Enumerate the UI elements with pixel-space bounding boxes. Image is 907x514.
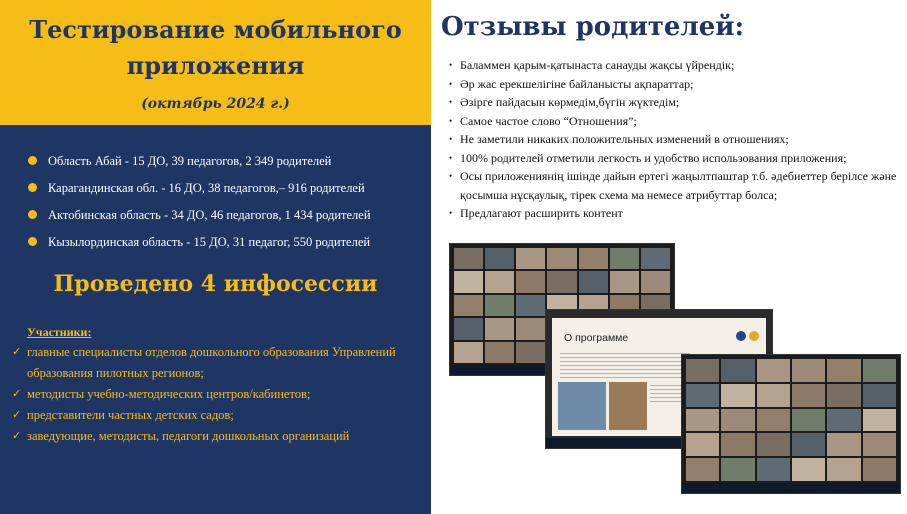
video-tile [792,359,825,382]
check-icon: ✓ [12,409,22,421]
check-icon: ✓ [12,346,22,358]
participants-title: Участники: [27,325,92,339]
region-list [28,147,371,255]
region-item [28,174,371,201]
feedback-text: Әр жас ерекшелігіне байланысты ақпараттар; [460,76,694,91]
participant-text: заведующие, методисты, педагоги дошкольных организаций [27,429,350,443]
check-icon: ✓ [12,388,22,400]
video-tile [641,271,670,292]
video-tile [547,248,576,269]
region-text: Карагандинская обл. - 16 ДО, 38 педагогов,– 916 родителей [48,180,365,195]
video-tile [610,248,639,269]
participant-item [12,342,422,384]
video-tile [686,409,719,432]
bullet-icon: • [449,115,453,126]
video-tile [827,433,860,456]
video-tile [454,342,483,363]
region-text: Кызылординская область - 15 ДО, 31 педагог, 550 родителей [48,234,371,249]
taskbar [682,483,900,493]
video-tile [454,318,483,339]
video-tile [757,433,790,456]
feedback-text: Баламмен қарым-қатынаста санауды жақсы үйрендік; [460,58,735,72]
feedback-item [449,75,899,94]
feedback-item [449,204,899,223]
video-tile [516,342,545,363]
participants-list [12,342,422,447]
video-tile [516,248,545,269]
feedback-item [449,93,899,112]
date-subtitle: (октябрь 2024 г.) [141,96,290,112]
video-tile [827,359,860,382]
bullet-icon: • [449,60,453,70]
bullet-icon [28,156,37,165]
video-tile [792,384,825,407]
video-tile [516,318,545,339]
participant-item [12,384,422,405]
feedback-list [449,56,899,223]
bullet-icon: • [449,97,453,107]
region-item [28,201,371,228]
feedback-text: Осы приложениянің ішінде дайын ертегі жаңылтпаштар т.б. әдебиеттер берілсе және қосымша нұсқаулық, тірек схема ма немесе атрибуттар болса; [460,169,897,202]
bullet-icon [28,237,37,246]
bullet-icon: • [449,152,453,163]
feedback-text: 100% родителей отметили легкость и удобство использования приложения; [460,150,847,165]
video-tile [485,342,514,363]
title-panel [0,0,431,125]
video-tile [485,318,514,339]
bullet-icon: • [449,171,453,181]
video-tile [792,458,825,481]
region-text: Область Абай - 15 ДО, 39 педагогов, 2 349 родителей [48,153,332,168]
feedback-title: Отзывы родителей: [441,12,745,42]
video-call-screenshot-2 [681,354,901,494]
slide-photo [609,382,647,430]
video-tile [485,248,514,269]
feedback-text: Не заметили никаких положительных изменений в отношениях; [460,132,789,146]
video-tile [721,458,754,481]
feedback-item [449,56,899,75]
info-panel [0,125,431,514]
page-title: Тестирование мобильного приложения [29,15,402,80]
video-tile [757,458,790,481]
video-tile [863,433,896,456]
feedback-item [449,167,899,204]
video-tile [454,271,483,292]
feedback-text: Самое частое слово “Отношения”; [460,113,637,128]
bullet-icon: • [449,134,453,144]
video-tile [579,271,608,292]
video-tile [827,384,860,407]
logo-icon [736,331,746,341]
feedback-text: Әзірге пайдасын көрмедім,бүгін жүктедім; [460,95,680,109]
video-tile [863,359,896,382]
bullet-icon: • [449,78,453,89]
participant-text: представители частных детских садов; [27,408,234,422]
video-tile [686,433,719,456]
participant-item [12,426,422,447]
check-icon: ✓ [12,430,22,442]
bullet-icon [28,210,37,219]
participant-item [12,405,422,426]
video-tile [485,295,514,316]
feedback-item [449,130,899,149]
bullet-icon: • [449,208,453,218]
feedback-item [449,149,899,168]
region-item [28,147,371,174]
video-tile [757,359,790,382]
logo-icon [749,331,759,341]
region-item [28,228,371,255]
video-tile [757,384,790,407]
slide-photo [558,382,606,430]
video-tile [792,409,825,432]
video-tile [516,271,545,292]
feedback-item [449,112,899,131]
video-tile [721,384,754,407]
video-tile [485,271,514,292]
feedback-text: Предлагают расширить контент [460,206,623,220]
video-tile [454,248,483,269]
video-tile [863,409,896,432]
video-tile [863,458,896,481]
participant-text: главные специалисты отделов дошкольного образования Управлений образования пилотных регионов; [27,345,396,380]
video-tile [579,248,608,269]
video-tile [757,409,790,432]
participant-grid [686,359,896,481]
video-tile [792,433,825,456]
video-tile [686,384,719,407]
video-tile [641,248,670,269]
video-tile [721,433,754,456]
participant-text: методисты учебно-методических центров/кабинетов; [27,387,311,401]
video-tile [863,384,896,407]
region-text: Актобинская область - 34 ДО, 46 педагогов, 1 434 родителей [48,207,371,222]
video-tile [610,271,639,292]
slide-title: О программе [564,332,629,344]
video-tile [686,458,719,481]
video-tile [454,295,483,316]
video-tile [547,271,576,292]
sessions-heading: Проведено 4 инфосессии [53,271,378,297]
bullet-icon [28,183,37,192]
slide-text-block [560,350,690,378]
video-tile [516,295,545,316]
video-tile [721,359,754,382]
video-tile [686,359,719,382]
video-tile [827,409,860,432]
video-tile [827,458,860,481]
video-tile [721,409,754,432]
